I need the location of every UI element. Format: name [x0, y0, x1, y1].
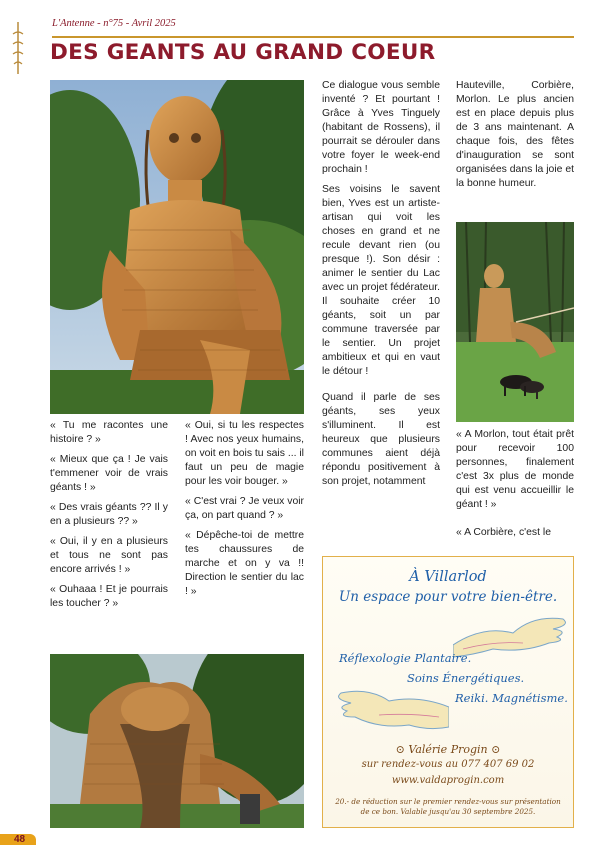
column-3-text: [322, 79, 440, 495]
article-quote: « A Corbière, c'est le: [456, 527, 551, 538]
side-decoration-icon: [10, 20, 26, 76]
photo-giant-with-cows: [456, 222, 574, 422]
hand-illustration-icon: [329, 687, 449, 735]
article-paragraph: Hauteville, Corbière, Morlon. Le plus ancien est en place depuis plus de 3 ans maintenant. A chaque fois, des fêtes d'inauguration se sont organisées dans la joie et la bonne humeur.: [456, 80, 574, 189]
running-header: L'Antenne - n°75 - Avril 2025: [52, 18, 176, 29]
dialogue-line: « Des vrais géants ?? Il y en a plusieurs ?? »: [50, 502, 168, 527]
dialogue-line: « Dépêche-toi de mettre tes chaussures de marche et on y va !! Direction le sentier du lac ! »: [185, 530, 304, 597]
article-paragraph: Ses voisins le savent bien, Yves est un artiste-artisan qui voit les choses en grand et ne recule devant rien (ou presque !). Son désir : animer le sentier du Lac avec un projet fédérateur. Il souhaite créer 10 géants, soit un par commune traversée par le sentier. Un projet ambitieux et qui en vaut le détour !: [322, 184, 440, 377]
ad-title: À Villarlod: [409, 569, 487, 585]
ad-subtitle: Un espace pour votre bien-être.: [338, 589, 558, 605]
article-paragraph: Quand il parle de ses géants, ses yeux s'illuminent. Il est heureux que plusieurs communes aient déjà répondu positivement à son projet, notamment: [322, 392, 440, 487]
dialogue-line: « Tu me racontes une histoire ? »: [50, 420, 168, 445]
article-title: DES GEANTS AU GRAND COEUR: [50, 40, 436, 65]
column-4-text-bottom: [456, 428, 574, 546]
ad-contact: sur rendez-vous au 077 407 69 02: [361, 759, 535, 770]
photo-giant-bearded: [50, 654, 304, 828]
dialogue-line: « Oui, il y en a plusieurs et tous ne sont pas encore arrivés ! »: [50, 536, 168, 575]
advertisement-box: [322, 556, 574, 828]
photo-giant-sitting: [50, 80, 304, 414]
ad-practitioner-name: ⊙ Valérie Progin ⊙: [395, 743, 501, 756]
ad-service: Soins Énergétiques.: [407, 671, 525, 685]
ad-service: Réflexologie Plantaire.: [339, 651, 472, 665]
article-paragraph: Ce dialogue vous semble inventé ? Et pourtant ! Grâce à Yves Tinguely (habitant de Rossens), il pourrait se dérouler dans votre foyer le week-end prochain !: [322, 80, 440, 175]
column-2-dialogue: [185, 419, 304, 605]
column-1-dialogue: [50, 419, 168, 617]
ad-website: www.valdaprogin.com: [391, 775, 505, 786]
column-4-text-top: [456, 79, 574, 197]
page-number: 48: [0, 834, 36, 845]
article-quote: « A Morlon, tout était prêt pour recevoir 100 personnes, finalement c'est 3x plus de monde qui est venu accueillir le géant ! »: [456, 429, 574, 510]
dialogue-line: « C'est vrai ? Je veux voir ça, on part quand ? »: [185, 496, 304, 521]
dialogue-line: « Oui, si tu les respectes ! Avec nos yeux humains, on voit en bois tu sais ... il faut un peu de magie pour les voir bouger. »: [185, 420, 304, 487]
ad-service: Reiki. Magnétisme.: [455, 691, 568, 705]
dialogue-line: « Mieux que ça ! Je vais t'emmener voir de vrais géants ! »: [50, 454, 168, 493]
dialogue-line: « Ouhaaa ! Et je pourrais les toucher ? »: [50, 584, 168, 609]
ad-coupon-note: 20.- de réduction sur le premier rendez-vous sur présentation de ce bon. Valable jusqu'au 30 septembre 2025.: [335, 797, 561, 816]
